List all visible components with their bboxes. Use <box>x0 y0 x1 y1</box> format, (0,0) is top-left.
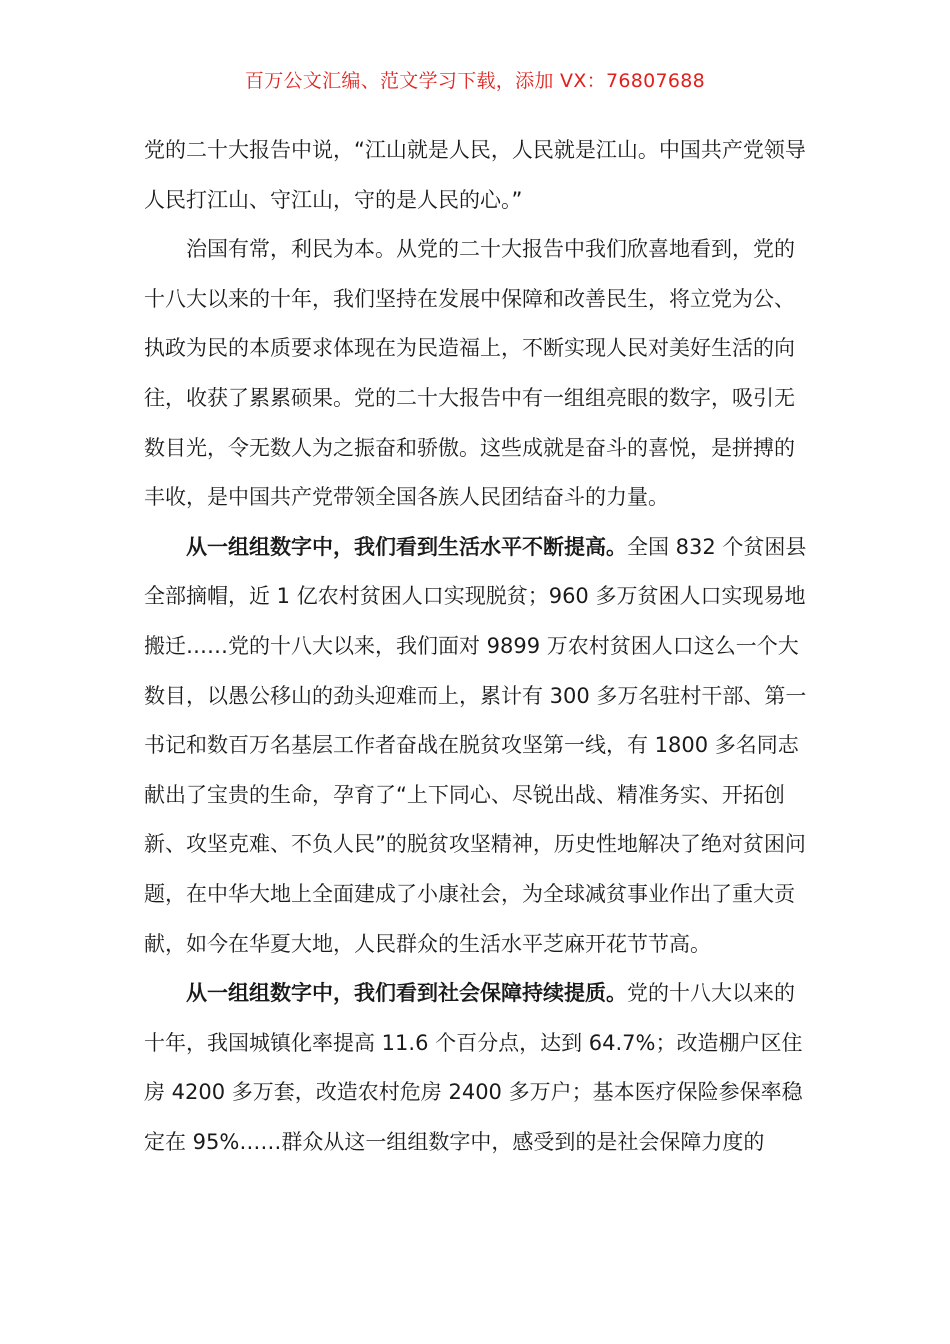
paragraph-4-text: 党的十八大以来的十年，我国城镇化率提高 11.6 个百分点，达到 64.7%；改造棚户区住房 4200 多万套，改造农村危房 2400 多万户；基本医疗保险参保率稳定在 95%……群众从这一组组数字中，感受到的是社会保障力度的 <box>144 981 803 1154</box>
document-body <box>144 126 810 1167</box>
paragraph-4 <box>144 969 810 1167</box>
paragraph-2-text: 治国有常，利民为本。从党的二十大报告中我们欣喜地看到，党的十八大以来的十年，我们坚持在发展中保障和改善民生，将立党为公、执政为民的本质要求体现在为民造福上，不断实现人民对美好生活的向往，收获了累累硕果。党的二十大报告中有一组组亮眼的数字，吸引无数目光，令无数人为之振奋和骄傲。这些成就是奋斗的喜悦，是拼搏的丰收，是中国共产党带领全国各族人民团结奋斗的力量。 <box>144 237 795 510</box>
header-watermark: 百万公文汇编、范文学习下载，添加 VX：76807688 <box>244 70 706 92</box>
paragraph-1 <box>144 126 810 225</box>
paragraph-3-lead: 从一组组数字中，我们看到生活水平不断提高。 <box>186 534 627 559</box>
paragraph-4-lead: 从一组组数字中，我们看到社会保障持续提质。 <box>186 981 627 1006</box>
paragraph-3 <box>144 523 810 969</box>
paragraph-3-text: 全国 832 个贫困县全部摘帽，近 1 亿农村贫困人口实现脱贫；960 多万贫困人口实现易地搬迁……党的十八大以来，我们面对 9899 万农村贫困人口这么一个大数目，以愚公移山的劲头迎难而上，累计有 300 多万名驻村干部、第一书记和数百万名基层工作者奋战在脱贫攻坚第一线，有 1800 多名同志献出了宝贵的生命，孕育了“上下同心、尽锐出战、精准务实、开拓创新、攻坚克难、不负人民”的脱贫攻坚精神，历史性地解决了绝对贫困问题，在中华大地上全面建成了小康社会，为全球减贫事业作出了重大贡献，如今在华夏大地，人民群众的生活水平芝麻开花节节高。 <box>144 534 807 956</box>
paragraph-1-text: 党的二十大报告中说，“江山就是人民，人民就是江山。中国共产党领导人民打江山、守江山，守的是人民的心。” <box>144 138 806 212</box>
paragraph-2 <box>144 225 810 523</box>
